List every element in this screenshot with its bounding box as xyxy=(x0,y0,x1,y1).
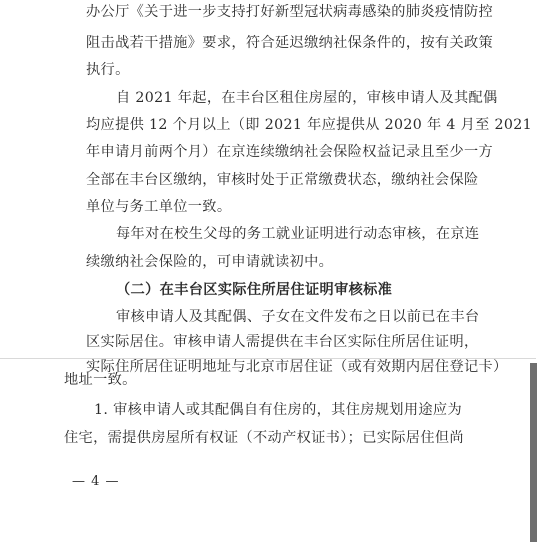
text-line: 1. 审核申请人或其配偶自有住房的，其住房规划用途应为 xyxy=(94,402,462,418)
text-line: 均应提供 12 个月以上（即 2021 年应提供从 2020 年 4 月至 2021 xyxy=(86,117,533,133)
text-line: 实际住所居住证明地址与北京市居住证（或有效期内居住登记卡） xyxy=(86,359,508,375)
text-line: 单位与务工单位一致。 xyxy=(86,199,232,215)
scrollbar[interactable] xyxy=(530,363,537,542)
text-line: 每年对在校生父母的务工就业证明进行动态审核，在京连 xyxy=(116,226,480,242)
text-line: 区实际居住。审核申请人需提供在丰台区实际住所居住证明， xyxy=(86,334,479,350)
text-line: 办公厅《关于进一步支持打好新型冠状病毒感染的肺炎疫情防控 xyxy=(86,4,494,20)
text-line: 阻击战若干措施》要求，符合延迟缴纳社保条件的，按有关政策 xyxy=(86,35,494,51)
page-break-divider xyxy=(0,358,536,359)
section-heading: （二）在丰台区实际住所居住证明审核标准 xyxy=(116,282,393,298)
text-line: 年申请月前两个月）在京连续缴纳社会保险权益记录且至少一方 xyxy=(86,144,494,160)
text-line: 住宅，需提供房屋所有权证（不动产权证书）；已实际居住但尚 xyxy=(64,430,464,446)
text-line: 续缴纳社会保险的，可申请就读初中。 xyxy=(86,254,334,270)
text-line: 自 2021 年起，在丰台区租住房屋的，审核申请人及其配偶 xyxy=(116,90,498,106)
text-line: 全部在丰台区缴纳，审核时处于正常缴费状态，缴纳社会保险 xyxy=(86,172,479,188)
text-line: 审核申请人及其配偶、子女在文件发布之日以前已在丰台 xyxy=(116,309,480,325)
text-line: 执行。 xyxy=(86,62,130,78)
page-number: — 4 — xyxy=(72,474,120,489)
text-line: 地址一致。 xyxy=(64,372,137,388)
